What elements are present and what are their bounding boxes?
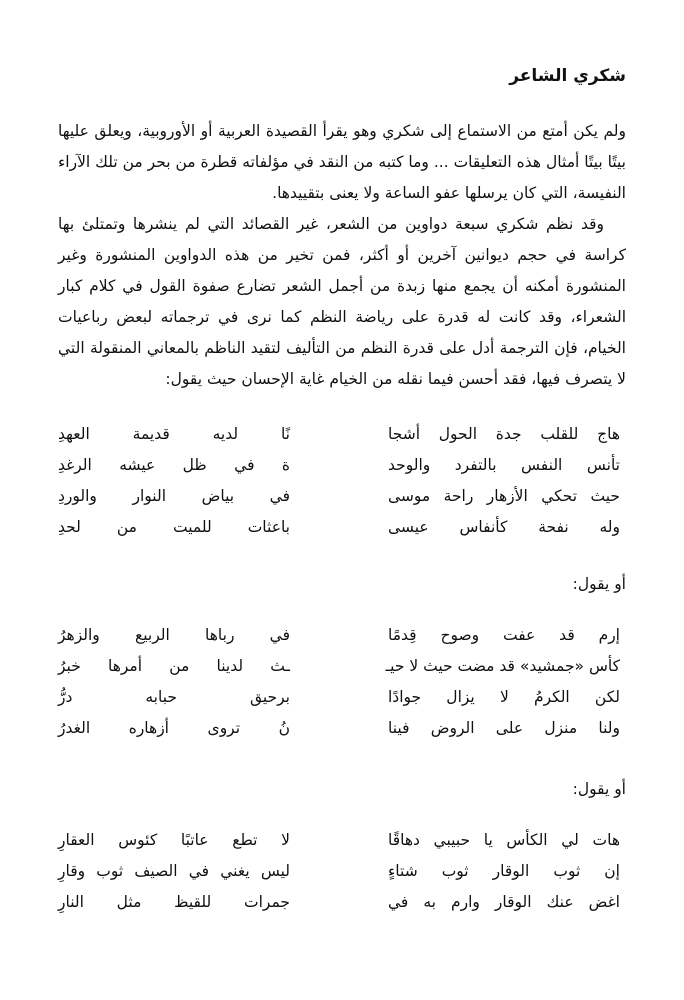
hemistich: لكن الكرمُ لا يزال جوادًا bbox=[388, 687, 620, 706]
hemistich: كأس «جمشيد» قد مضت حيث لا حيـ bbox=[385, 656, 620, 675]
hemistich: حيث تحكي الأزهار راحة موسى bbox=[388, 486, 620, 505]
page-title: شكري الشاعر bbox=[509, 66, 626, 86]
poem bbox=[58, 825, 626, 918]
paragraph: ولم يكن أمتع من الاستماع إلى شكري وهو يقرأ القصيدة العربية أو الأوروبية، ويعلق عليها بيتًا بيتًا أمثال هذه التعليقات ... وما كتبه من النقد في مؤلفاته قطرة من بحر من تلك الآراء النفيسة، التي كان يرسلها عفو الساعة ولا يعنى بتقييدها. bbox=[58, 121, 626, 202]
verse bbox=[58, 651, 626, 682]
verse bbox=[58, 682, 626, 713]
page-content bbox=[58, 64, 626, 918]
verse bbox=[58, 856, 626, 887]
verse bbox=[58, 419, 626, 450]
verse bbox=[58, 512, 626, 543]
poem bbox=[58, 419, 626, 543]
hemistich: في بياض النوار والوردِ bbox=[58, 486, 290, 505]
hemistich: نًا لديه قديمة العهدِ bbox=[58, 424, 290, 443]
hemistich: جمرات للقيظ مثل النارِ bbox=[58, 892, 290, 911]
verse bbox=[58, 825, 626, 856]
poem-intro: أو يقول: bbox=[572, 574, 626, 593]
verse bbox=[58, 887, 626, 918]
hemistich: ـث لدينا من أمرها خبرُ bbox=[58, 656, 290, 675]
hemistich: برحيق حبابه درُّ bbox=[58, 687, 290, 706]
hemistich: تأنس النفس بالتفرد والوحد bbox=[388, 455, 620, 474]
hemistich: إن ثوب الوقار ثوب شتاءٍ bbox=[388, 861, 620, 880]
verse bbox=[58, 620, 626, 651]
hemistich: ولنا منزل على الروض فينا bbox=[388, 718, 620, 737]
hemistich: نُ تروى أزهاره الغدرُ bbox=[58, 718, 290, 737]
poem bbox=[58, 620, 626, 744]
poem-intro: أو يقول: bbox=[572, 779, 626, 798]
hemistich: لا تطع عاتبًا كئوس العقارِ bbox=[58, 830, 290, 849]
hemistich: هاج للقلب جدة الحول أشجا bbox=[388, 424, 620, 443]
hemistich: وله نفحة كأنفاس عيسى bbox=[388, 517, 620, 536]
hemistich: ة في ظل عيشه الرغدِ bbox=[58, 455, 290, 474]
hemistich: اغض عنك الوقار وارم به في bbox=[388, 892, 620, 911]
hemistich: في رباها الربيع والزهرُ bbox=[58, 625, 290, 644]
verse bbox=[58, 481, 626, 512]
hemistich: ليس يغني في الصيف ثوب وقارِ bbox=[58, 861, 290, 880]
hemistich: باعثات للميت من لحدِ bbox=[58, 517, 290, 536]
paragraph: وقد نظم شكري سبعة دواوين من الشعر، غير القصائد التي لم ينشرها وتمتلئ بها كراسة في حجم ديوانين آخرين أو أكثر، فمن تخير من هذه الدواوين المنشورة وغير المنشورة أمكنه أن يجمع منها زبدة من أجمل الشعر تضارع صفوة القول في كلام كبار الشعراء، وقد كانت له قدرة على رياضة النظم كما نرى في ترجماته لبعض رباعيات الخيام، فإن الترجمة أدل على قدرة النظم من التأليف لتقيد الناظم بالمعاني المنقولة التي لا يتصرف فيها، فقد أحسن فيما نقله من الخيام غاية الإحسان حيث يقول: bbox=[58, 214, 626, 388]
hemistich: إرم قد عفت وصوح قِدمًا bbox=[388, 625, 620, 644]
verse bbox=[58, 713, 626, 744]
verse bbox=[58, 450, 626, 481]
hemistich: هات لي الكأس يا حبيبي دهاقًا bbox=[388, 830, 620, 849]
